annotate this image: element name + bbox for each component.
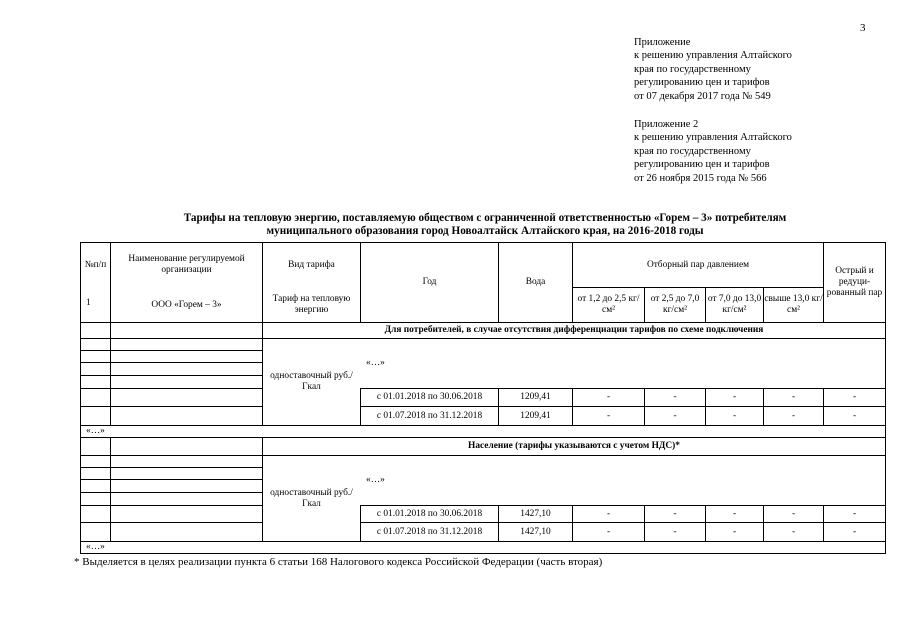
dash-cell: - [606, 526, 611, 537]
header-steam-2: от 2,5 до 7,0 кг/см² [650, 294, 700, 315]
grid-line [823, 242, 824, 322]
header-steam: Отборный пар давлением [646, 259, 750, 270]
grid-line [80, 492, 262, 493]
ellipsis-row: «…» [86, 426, 105, 436]
dash-cell: - [852, 410, 857, 421]
header-org: Наименование регулируемой организации [128, 254, 245, 275]
grid-line [80, 553, 886, 554]
period-cell: с 01.07.2018 по 31.12.2018 [376, 526, 483, 537]
org-row-name: ООО «Горем – 3» [151, 299, 222, 310]
ellipsis-row: «…» [86, 542, 105, 552]
grid-line [80, 479, 262, 480]
dash-cell: - [606, 410, 611, 421]
dash-cell: - [791, 410, 796, 421]
grid-line [80, 242, 81, 553]
dash-cell: - [852, 526, 857, 537]
grid-line [80, 350, 262, 351]
appendix-line: регулированию цен и тарифов [634, 77, 770, 89]
dash-cell: - [673, 392, 677, 402]
water-value: 1209,41 [520, 392, 551, 402]
grid-line [80, 467, 262, 468]
appendix-2 [634, 118, 792, 185]
grid-line [80, 338, 886, 339]
ellipsis: «…» [366, 358, 385, 368]
org-row-num: 1 [86, 298, 91, 308]
title-line: Тарифы на тепловую энергию, поставляемую обществом с ограниченной ответственностью «Горем – 3» потребителям [183, 212, 787, 224]
appendix-line: регулированию цен и тарифов [634, 159, 770, 171]
grid-line [80, 505, 262, 506]
header-steam-4: свыше 13,0 кг/см² [764, 294, 823, 315]
dash-cell: - [606, 392, 611, 402]
dash-cell: - [732, 392, 737, 402]
dash-cell: - [732, 410, 737, 421]
grid-line [885, 242, 886, 553]
header-steam-3: от 7,0 до 13,0 кг/см² [707, 294, 762, 315]
footnote: * Выделяется в целях реализации пункта 6 статьи 168 Налогового кодекса Российской Федерации (часть вторая) [74, 556, 603, 568]
header-sharp-steam: Острый и редуци-рованный пар [826, 266, 883, 298]
appendix-line: края по государственному [634, 63, 751, 75]
period-cell: с 01.01.2018 по 30.06.2018 [376, 392, 483, 402]
dash-cell: - [852, 508, 857, 519]
grid-line [80, 541, 886, 542]
appendix-line: от 07 декабря 2017 года № 549 [634, 90, 771, 102]
ellipsis: «…» [366, 475, 385, 485]
grid-line [80, 455, 886, 456]
dash-cell: - [852, 392, 857, 402]
grid-line [110, 437, 111, 541]
dash-cell: - [791, 508, 796, 519]
dash-cell: - [673, 508, 677, 519]
grid-line [80, 522, 262, 523]
dash-cell: - [791, 392, 796, 402]
grid-line [80, 362, 262, 363]
grid-line [80, 388, 262, 389]
appendix-line: Приложение [634, 37, 691, 48]
dash-cell: - [606, 508, 611, 519]
water-value: 1209,41 [520, 410, 551, 421]
appendix-line: края по государственному [634, 145, 751, 157]
period-cell: с 01.07.2018 по 31.12.2018 [376, 410, 483, 421]
header-tariff-type: Вид тарифа [288, 259, 335, 270]
section-heading: Население (тарифы указываются с учетом НДС)* [468, 441, 680, 451]
header-water: Вода [525, 277, 546, 287]
header-num: №п/п [84, 259, 107, 270]
header-steam-1: от 1,2 до 2,5 кг/см² [577, 294, 640, 315]
period-cell: с 01.01.2018 по 30.06.2018 [376, 508, 483, 519]
appendix-line: к решению управления Алтайского [634, 50, 792, 62]
tariff-label: одноставочный руб./Гкал [270, 371, 353, 392]
appendix-line: от 26 ноября 2015 года № 566 [634, 172, 767, 184]
grid-line [80, 375, 262, 376]
appendix-line: Приложение 2 [634, 119, 699, 130]
page-number: 3 [860, 22, 866, 34]
dash-cell: - [732, 508, 737, 519]
appendix-1 [634, 36, 792, 103]
tariff-label: одноставочный руб./Гкал [270, 487, 353, 509]
appendix-line: к решению управления Алтайского [634, 132, 792, 144]
grid-line [80, 406, 262, 407]
dash-cell: - [732, 526, 737, 537]
grid-line [80, 425, 886, 426]
dash-cell: - [791, 526, 796, 537]
dash-cell: - [673, 526, 677, 537]
title-line: муниципального образования город Новоалтайск Алтайского края, на 2016-2018 годы [266, 225, 704, 237]
water-value: 1427,10 [520, 508, 551, 519]
water-value: 1427,10 [520, 526, 551, 537]
document-title [80, 212, 890, 238]
header-year: Год [422, 277, 437, 287]
dash-cell: - [673, 410, 677, 421]
org-row-tariff: Тариф на тепловую энергию [272, 294, 351, 315]
section-heading: Для потребителей, в случае отсутствия дифференциации тарифов по схеме подключения [384, 325, 764, 335]
